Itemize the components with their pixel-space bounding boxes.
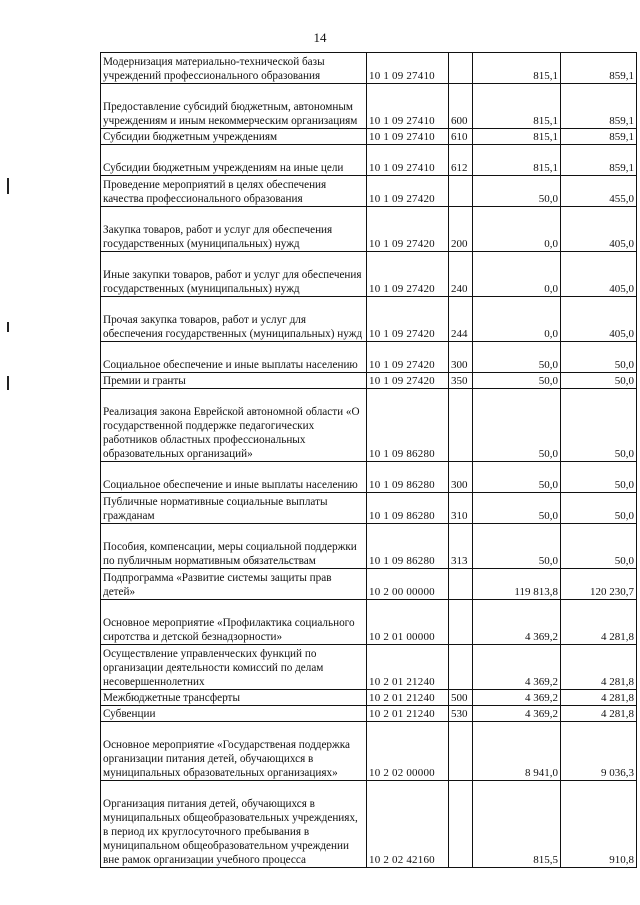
row-expense-type (449, 389, 473, 462)
row-amount-year2: 9 036,3 (561, 722, 637, 781)
row-amount-year1: 50,0 (473, 342, 561, 373)
row-code: 10 1 09 27420 (367, 342, 449, 373)
table-row (101, 690, 637, 706)
table-row (101, 145, 637, 176)
row-code: 10 2 00 00000 (367, 569, 449, 600)
row-amount-year1: 50,0 (473, 389, 561, 462)
row-amount-year2: 405,0 (561, 252, 637, 297)
row-name: Предоставление субсидий бюджетным, автономным учреждениям и иным некоммерческим организациям (101, 84, 367, 129)
row-code: 10 1 09 27420 (367, 176, 449, 207)
row-code: 10 2 01 21240 (367, 690, 449, 706)
row-code: 10 1 09 86280 (367, 462, 449, 493)
row-name: Прочая закупка товаров, работ и услуг для обеспечения государственных (муниципальных) нужд (101, 297, 367, 342)
row-amount-year2: 405,0 (561, 297, 637, 342)
row-code: 10 2 01 21240 (367, 645, 449, 690)
row-name: Проведение мероприятий в целях обеспечения качества профессионального образования (101, 176, 367, 207)
row-amount-year2: 455,0 (561, 176, 637, 207)
row-expense-type (449, 176, 473, 207)
row-amount-year1: 815,1 (473, 53, 561, 84)
row-code: 10 1 09 86280 (367, 524, 449, 569)
row-amount-year2: 50,0 (561, 342, 637, 373)
table-row (101, 569, 637, 600)
row-amount-year2: 50,0 (561, 524, 637, 569)
table-row (101, 722, 637, 781)
row-amount-year1: 119 813,8 (473, 569, 561, 600)
row-amount-year1: 4 369,2 (473, 690, 561, 706)
table-row (101, 252, 637, 297)
row-name: Основное мероприятие «Профилактика социального сиротства и детской безнадзорности» (101, 600, 367, 645)
row-name: Публичные нормативные социальные выплаты гражданам (101, 493, 367, 524)
table-row (101, 524, 637, 569)
row-name: Субвенции (101, 706, 367, 722)
row-amount-year1: 0,0 (473, 252, 561, 297)
row-amount-year1: 815,1 (473, 84, 561, 129)
row-expense-type: 310 (449, 493, 473, 524)
page-number: 14 (313, 30, 327, 45)
row-name: Социальное обеспечение и иные выплаты населению (101, 462, 367, 493)
row-expense-type: 300 (449, 342, 473, 373)
row-name: Пособия, компенсации, меры социальной поддержки по публичным нормативным обязательствам (101, 524, 367, 569)
row-expense-type: 350 (449, 373, 473, 389)
row-amount-year2: 50,0 (561, 389, 637, 462)
row-amount-year1: 0,0 (473, 207, 561, 252)
row-name: Премии и гранты (101, 373, 367, 389)
budget-table (100, 52, 637, 868)
row-amount-year2: 4 281,8 (561, 645, 637, 690)
row-name: Реализация закона Еврейской автономной области «О государственной поддержке педагогических работников областных профессиональных образовательных организаций» (101, 389, 367, 462)
row-amount-year1: 815,1 (473, 145, 561, 176)
table-row (101, 207, 637, 252)
margin-mark (7, 376, 9, 390)
row-amount-year1: 50,0 (473, 524, 561, 569)
row-expense-type: 610 (449, 129, 473, 145)
row-name: Социальное обеспечение и иные выплаты населению (101, 342, 367, 373)
row-expense-type: 200 (449, 207, 473, 252)
row-name: Субсидии бюджетным учреждениям (101, 129, 367, 145)
row-expense-type: 300 (449, 462, 473, 493)
row-amount-year2: 4 281,8 (561, 600, 637, 645)
row-amount-year1: 815,1 (473, 129, 561, 145)
row-expense-type (449, 600, 473, 645)
row-expense-type: 240 (449, 252, 473, 297)
margin-mark (7, 178, 9, 194)
row-amount-year1: 4 369,2 (473, 645, 561, 690)
table-row (101, 462, 637, 493)
row-amount-year1: 0,0 (473, 297, 561, 342)
row-name: Подпрограмма «Развитие системы защиты прав детей» (101, 569, 367, 600)
row-amount-year2: 405,0 (561, 207, 637, 252)
table-row (101, 600, 637, 645)
row-amount-year2: 4 281,8 (561, 690, 637, 706)
row-code: 10 1 09 27410 (367, 84, 449, 129)
row-expense-type: 530 (449, 706, 473, 722)
row-name: Закупка товаров, работ и услуг для обеспечения государственных (муниципальных) нужд (101, 207, 367, 252)
row-expense-type (449, 781, 473, 868)
table-row (101, 373, 637, 389)
row-code: 10 1 09 27420 (367, 297, 449, 342)
table-row (101, 53, 637, 84)
table-row (101, 176, 637, 207)
row-amount-year1: 4 369,2 (473, 600, 561, 645)
row-code: 10 1 09 27420 (367, 252, 449, 297)
table-row (101, 645, 637, 690)
row-amount-year1: 4 369,2 (473, 706, 561, 722)
row-amount-year1: 50,0 (473, 373, 561, 389)
row-code: 10 1 09 27410 (367, 129, 449, 145)
row-amount-year1: 50,0 (473, 462, 561, 493)
row-amount-year2: 50,0 (561, 373, 637, 389)
table-row (101, 493, 637, 524)
row-code: 10 2 01 21240 (367, 706, 449, 722)
table-row (101, 297, 637, 342)
row-amount-year1: 50,0 (473, 493, 561, 524)
row-code: 10 1 09 86280 (367, 389, 449, 462)
table-row (101, 342, 637, 373)
row-name: Субсидии бюджетным учреждениям на иные цели (101, 145, 367, 176)
row-amount-year1: 815,5 (473, 781, 561, 868)
row-code: 10 1 09 27410 (367, 53, 449, 84)
row-name: Основное мероприятие «Государственая поддержка организации питания детей, обучающихся в муниципальных образовательных организациях» (101, 722, 367, 781)
row-code: 10 1 09 27410 (367, 145, 449, 176)
row-expense-type (449, 569, 473, 600)
row-name: Организация питания детей, обучающихся в муниципальных общеобразовательных учреждениях, в период их круглосуточного пребывания в муниципальном общеобразовательном учреждении вне рамок организации учебного процесса (101, 781, 367, 868)
row-amount-year2: 50,0 (561, 493, 637, 524)
row-expense-type: 600 (449, 84, 473, 129)
row-amount-year2: 859,1 (561, 145, 637, 176)
row-expense-type (449, 645, 473, 690)
row-expense-type (449, 722, 473, 781)
row-amount-year2: 120 230,7 (561, 569, 637, 600)
row-name: Межбюджетные трансферты (101, 690, 367, 706)
table-row (101, 781, 637, 868)
row-code: 10 2 01 00000 (367, 600, 449, 645)
table-row (101, 129, 637, 145)
row-expense-type: 612 (449, 145, 473, 176)
margin-mark (7, 322, 9, 332)
row-name: Модернизация материально-технической базы учреждений профессионального образования (101, 53, 367, 84)
row-amount-year2: 50,0 (561, 462, 637, 493)
row-code: 10 1 09 86280 (367, 493, 449, 524)
row-amount-year2: 4 281,8 (561, 706, 637, 722)
row-amount-year2: 859,1 (561, 129, 637, 145)
row-amount-year2: 859,1 (561, 84, 637, 129)
row-code: 10 1 09 27420 (367, 207, 449, 252)
row-amount-year2: 910,8 (561, 781, 637, 868)
table-row (101, 389, 637, 462)
row-expense-type: 244 (449, 297, 473, 342)
row-code: 10 1 09 27420 (367, 373, 449, 389)
budget-table-body (101, 53, 637, 868)
row-name: Осуществление управленческих функций по организации деятельности комиссий по делам несовершеннолетних (101, 645, 367, 690)
row-amount-year1: 50,0 (473, 176, 561, 207)
row-name: Иные закупки товаров, работ и услуг для обеспечения государственных (муниципальных) нужд (101, 252, 367, 297)
table-row (101, 706, 637, 722)
row-expense-type: 500 (449, 690, 473, 706)
row-expense-type: 313 (449, 524, 473, 569)
row-code: 10 2 02 00000 (367, 722, 449, 781)
row-expense-type (449, 53, 473, 84)
row-amount-year1: 8 941,0 (473, 722, 561, 781)
table-row (101, 84, 637, 129)
row-amount-year2: 859,1 (561, 53, 637, 84)
row-code: 10 2 02 42160 (367, 781, 449, 868)
